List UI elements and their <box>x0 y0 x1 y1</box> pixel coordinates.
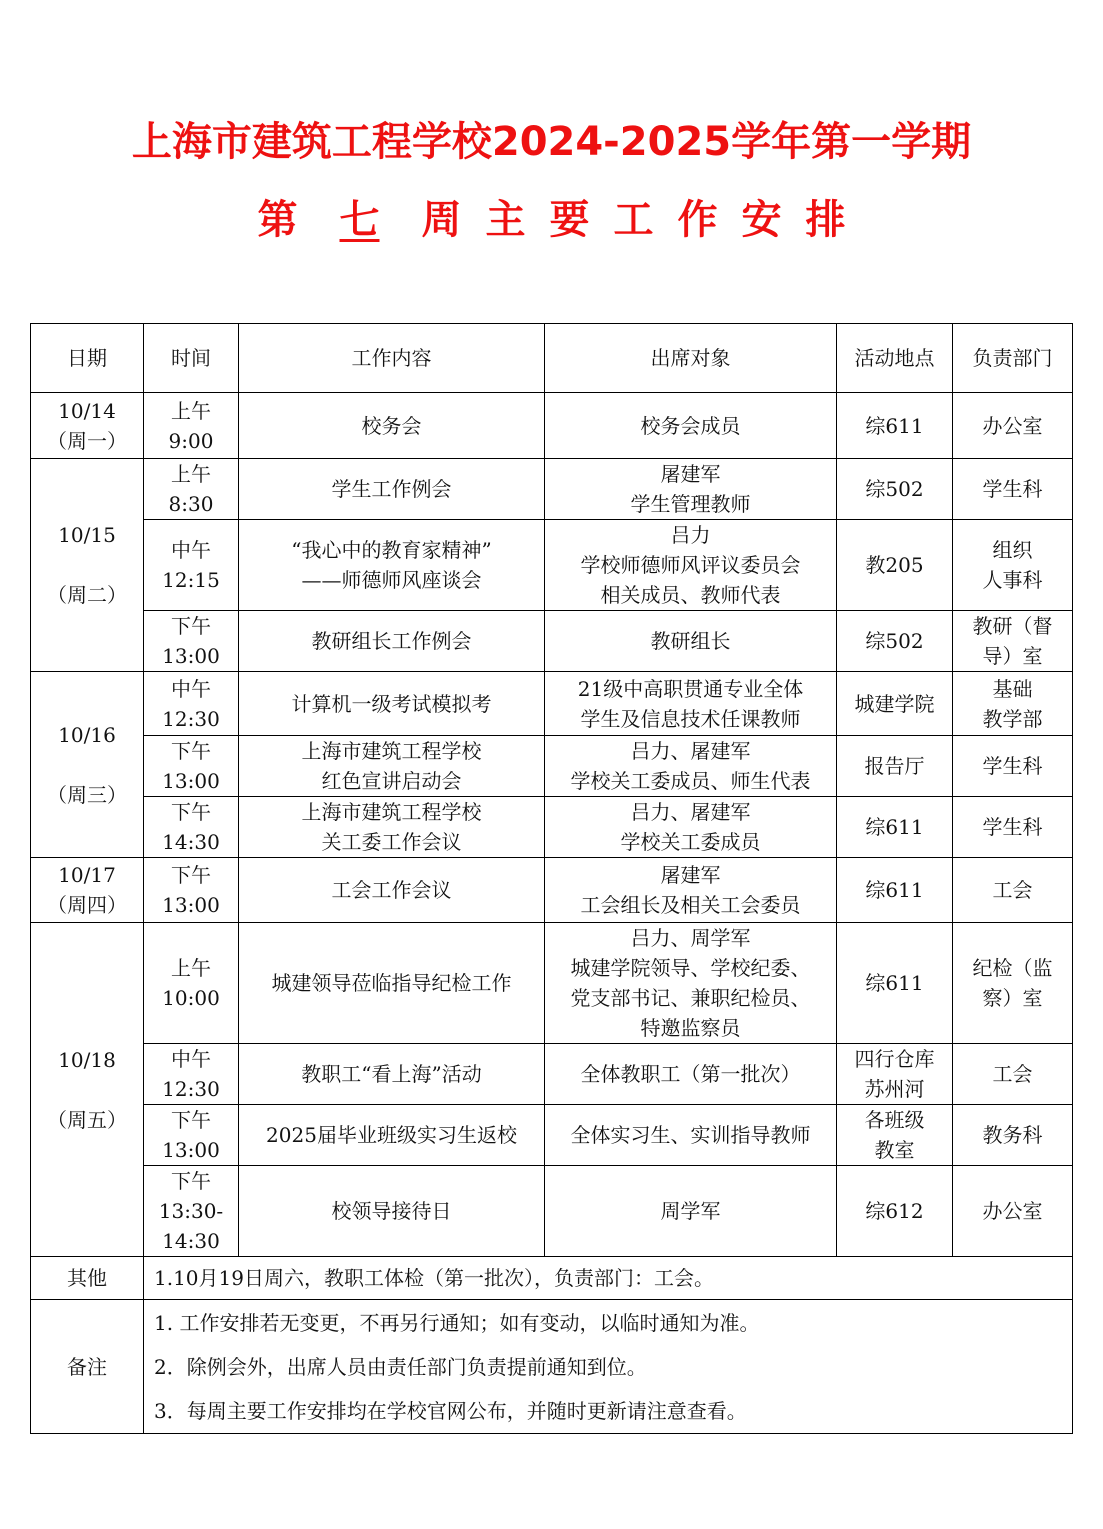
dept-cell: 工会 <box>953 858 1073 923</box>
dept-cell: 办公室 <box>953 1166 1073 1257</box>
table-header-row <box>31 324 1073 393</box>
place-cell: 综611 <box>837 797 953 858</box>
table-row <box>31 520 1073 611</box>
table-row <box>31 672 1073 736</box>
attendees-cell: 全体实习生、实训指导教师 <box>545 1105 837 1166</box>
table-row <box>31 393 1073 459</box>
place-cell: 各班级 教室 <box>837 1105 953 1166</box>
attendees-cell: 吕力、周学军 城建学院领导、学校纪委、 党支部书记、兼职纪检员、 特邀监察员 <box>545 923 837 1044</box>
attendees-cell: 教研组长 <box>545 611 837 672</box>
time-cell: 中午 12:30 <box>144 672 239 736</box>
place-cell: 综502 <box>837 459 953 520</box>
content-cell: “我心中的教育家精神” ——师德师风座谈会 <box>239 520 545 611</box>
dept-cell: 教务科 <box>953 1105 1073 1166</box>
dept-cell: 基础 教学部 <box>953 672 1073 736</box>
attendees-cell: 屠建军 学生管理教师 <box>545 459 837 520</box>
place-cell: 教205 <box>837 520 953 611</box>
page-title: 上海市建筑工程学校2024-2025学年第一学期 <box>131 119 972 165</box>
content-cell: 2025届毕业班级实习生返校 <box>239 1105 545 1166</box>
time-cell: 下午 13:00 <box>144 611 239 672</box>
content-cell: 学生工作例会 <box>239 459 545 520</box>
time-cell: 上午 8:30 <box>144 459 239 520</box>
content-cell: 校领导接待日 <box>239 1166 545 1257</box>
content-cell: 上海市建筑工程学校 红色宣讲启动会 <box>239 736 545 797</box>
column-header-date: 日期 <box>31 324 144 393</box>
page-subtitle <box>0 190 1103 250</box>
subtitle-char: 第 <box>257 197 298 243</box>
time-cell: 下午 14:30 <box>144 797 239 858</box>
content-cell: 校务会 <box>239 393 545 459</box>
dept-cell: 教研（督 导）室 <box>953 611 1073 672</box>
column-header-place: 活动地点 <box>837 324 953 393</box>
attendees-cell: 全体教职工（第一批次） <box>545 1044 837 1105</box>
content-cell: 教职工“看上海”活动 <box>239 1044 545 1105</box>
dept-cell: 工会 <box>953 1044 1073 1105</box>
content-cell: 工会工作会议 <box>239 858 545 923</box>
place-cell: 综502 <box>837 611 953 672</box>
content-cell: 计算机一级考试模拟考 <box>239 672 545 736</box>
date-cell: 10/16 （周三） <box>31 672 144 858</box>
table-row <box>31 923 1073 1044</box>
subtitle-char: 安 <box>741 197 782 243</box>
schedule-table <box>30 323 1073 1434</box>
time-cell: 下午 13:00 <box>144 736 239 797</box>
place-cell: 综612 <box>837 1166 953 1257</box>
dept-cell: 组织 人事科 <box>953 520 1073 611</box>
table-row <box>31 736 1073 797</box>
other-label: 其他 <box>31 1257 144 1300</box>
place-cell: 综611 <box>837 393 953 459</box>
attendees-cell: 吕力、屠建军 学校关工委成员 <box>545 797 837 858</box>
notes-content <box>144 1300 1073 1434</box>
date-cell: 10/17 （周四） <box>31 858 144 923</box>
place-cell: 综611 <box>837 858 953 923</box>
attendees-cell: 屠建军 工会组长及相关工会委员 <box>545 858 837 923</box>
table-row <box>31 1166 1073 1257</box>
note-item: 1. 工作安排若无变更，不再另行通知；如有变动，以临时通知为准。 <box>154 1310 760 1335</box>
date-cell: 10/18 （周五） <box>31 923 144 1257</box>
note-item: 2．除例会外，出席人员由责任部门负责提前通知到位。 <box>154 1354 647 1379</box>
dept-cell: 办公室 <box>953 393 1073 459</box>
column-header-time: 时间 <box>144 324 239 393</box>
subtitle-char: 作 <box>677 197 718 243</box>
week-number: 七 <box>339 197 380 243</box>
date-cell: 10/15 （周二） <box>31 459 144 672</box>
place-cell: 城建学院 <box>837 672 953 736</box>
subtitle-char: 主 <box>485 197 526 243</box>
subtitle-char: 要 <box>549 197 590 243</box>
other-row <box>31 1257 1073 1300</box>
table-row <box>31 611 1073 672</box>
table-row <box>31 858 1073 923</box>
dept-cell: 学生科 <box>953 459 1073 520</box>
table-row <box>31 797 1073 858</box>
other-text: 1.10月19日周六，教职工体检（第一批次），负责部门：工会。 <box>144 1257 1073 1300</box>
dept-cell: 纪检（监 察）室 <box>953 923 1073 1044</box>
notes-label: 备注 <box>31 1300 144 1434</box>
notes-row <box>31 1300 1073 1434</box>
attendees-cell: 吕力 学校师德师风评议委员会 相关成员、教师代表 <box>545 520 837 611</box>
attendees-cell: 21级中高职贯通专业全体 学生及信息技术任课教师 <box>545 672 837 736</box>
table-row <box>31 459 1073 520</box>
subtitle-char: 排 <box>805 197 846 243</box>
time-cell: 下午 13:00 <box>144 1105 239 1166</box>
time-cell: 上午 9:00 <box>144 393 239 459</box>
time-cell: 中午 12:15 <box>144 520 239 611</box>
place-cell: 报告厅 <box>837 736 953 797</box>
dept-cell: 学生科 <box>953 736 1073 797</box>
time-cell: 下午 13:00 <box>144 858 239 923</box>
content-cell: 教研组长工作例会 <box>239 611 545 672</box>
time-cell: 中午 12:30 <box>144 1044 239 1105</box>
column-header-content: 工作内容 <box>239 324 545 393</box>
table-row <box>31 1044 1073 1105</box>
time-cell: 上午 10:00 <box>144 923 239 1044</box>
attendees-cell: 校务会成员 <box>545 393 837 459</box>
table-row <box>31 1105 1073 1166</box>
dept-cell: 学生科 <box>953 797 1073 858</box>
column-header-dept: 负责部门 <box>953 324 1073 393</box>
subtitle-char: 周 <box>421 197 462 243</box>
subtitle-char: 工 <box>613 197 654 243</box>
column-header-attendees: 出席对象 <box>545 324 837 393</box>
content-cell: 城建领导莅临指导纪检工作 <box>239 923 545 1044</box>
attendees-cell: 周学军 <box>545 1166 837 1257</box>
place-cell: 综611 <box>837 923 953 1044</box>
place-cell: 四行仓库 苏州河 <box>837 1044 953 1105</box>
content-cell: 上海市建筑工程学校 关工委工作会议 <box>239 797 545 858</box>
attendees-cell: 吕力、屠建军 学校关工委成员、师生代表 <box>545 736 837 797</box>
note-item: 3．每周主要工作安排均在学校官网公布，并随时更新请注意查看。 <box>154 1398 747 1423</box>
date-cell: 10/14 （周一） <box>31 393 144 459</box>
time-cell: 下午 13:30- 14:30 <box>144 1166 239 1257</box>
